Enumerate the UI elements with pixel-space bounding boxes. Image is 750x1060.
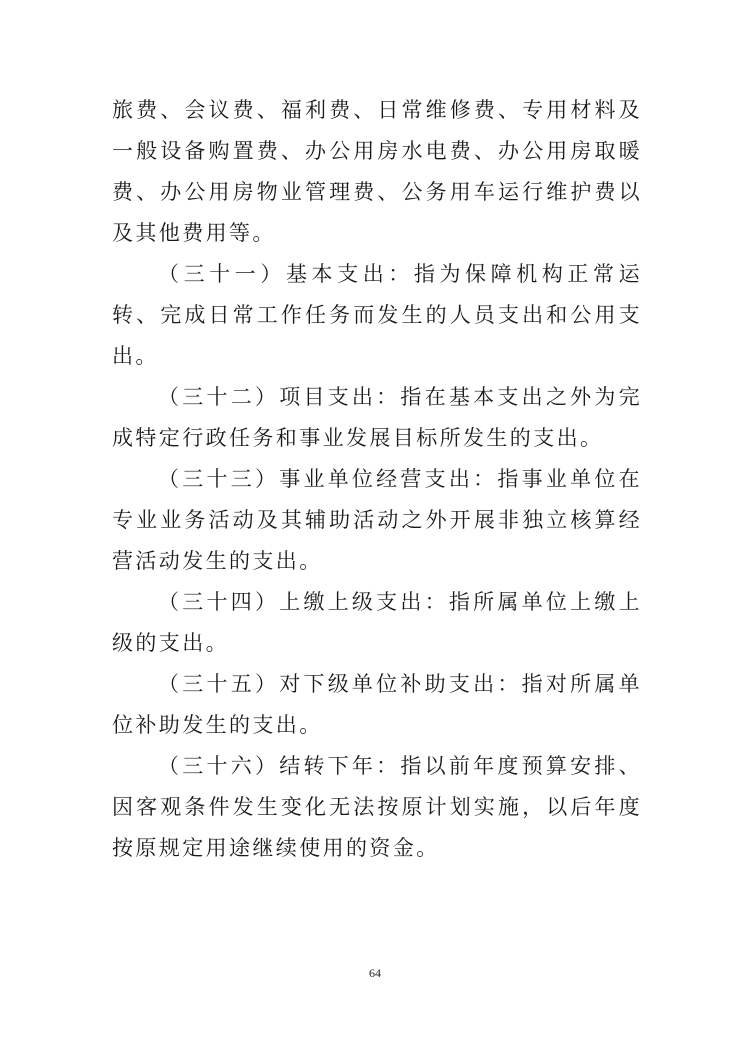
paragraph-business-expenditure: （三十三）事业单位经营支出：指事业单位在专业业务活动及其辅助活动之外开展非独立核算经营活动发生的支出。 [112,467,642,573]
paragraph-carry-forward: （三十六）结转下年：指以前年度预算安排、因客观条件发生变化无法按原计划实施，以后年度按原规定用途继续使用的资金。 [112,754,642,860]
paragraph-subsidy-subordinate: （三十五）对下级单位补助支出：指对所属单位补助发生的支出。 [112,672,642,737]
paragraph-project-expenditure: （三十二）项目支出：指在基本支出之外为完成特定行政任务和事业发展目标所发生的支出。 [112,385,642,450]
paragraph-continuation: 旅费、会议费、福利费、日常维修费、专用材料及一般设备购置费、办公用房水电费、办公用房取暖费、办公用房物业管理费、公务用车运行维护费以及其他费用等。 [112,98,642,245]
paragraph-basic-expenditure: （三十一）基本支出：指为保障机构正常运转、完成日常工作任务而发生的人员支出和公用支出。 [112,262,642,368]
paragraph-remit-superior: （三十四）上缴上级支出：指所属单位上缴上级的支出。 [112,590,642,655]
page-number: 64 [369,966,381,980]
body-text [112,90,642,869]
